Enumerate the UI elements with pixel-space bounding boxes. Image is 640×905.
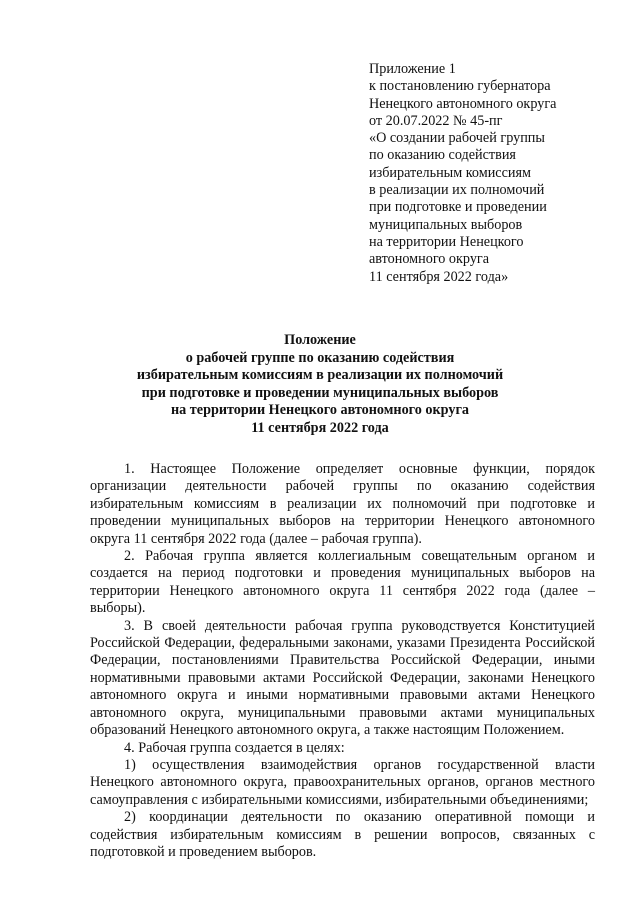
paragraph-4-item-2: 2) координации деятельности по оказанию оперативной помощи и содействия избирательным комиссиям в решении вопросов, связанных с подготовкой и проведением выборов. [90, 809, 595, 860]
paragraph-4: 4. Рабочая группа создается в целях: [124, 739, 345, 756]
title-line: на территории Ненецкого автономного округа [170, 402, 470, 419]
paragraph-3: 3. В своей деятельности рабочая группа руководствуется Конституцией Российской Федерации, федеральными законами, указами Президента Российской Федерации, постановлениями Правительства Российской Федерации, иными нормативными правовыми актами Российской Федерации, законами Ненецкого автономного округа и иными нормативными правовыми актами Ненецкого автономного округа, муниципальными правовыми актами муниципальных образований Ненецкого автономного округа, а также настоящим Положением. [90, 617, 595, 739]
annex-line: Ненецкого автономного округа [369, 95, 557, 112]
annex-line: при подготовке и проведении [369, 199, 547, 216]
annex-line: от 20.07.2022 № 45-пг [369, 112, 503, 129]
paragraph-4-item-1: 1) осуществления взаимодействия органов государственной власти Ненецкого автономного округа, правоохранительных органов, органов местного самоуправления с избирательными комиссиями, избирательными объединениями; [90, 756, 595, 808]
annex-line: автономного округа [369, 251, 490, 268]
annex-line: на территории Ненецкого [369, 233, 524, 250]
document-title [60, 332, 580, 438]
title-line: 11 сентября 2022 года [251, 419, 389, 436]
title-line: при подготовке и проведении муниципальных выборов [141, 384, 499, 401]
annex-block [369, 61, 629, 286]
title-line: о рабочей группе по оказанию содействия [185, 349, 455, 366]
paragraph-1: 1. Настоящее Положение определяет основные функции, порядок организации деятельности рабочей группы по оказанию содействия избирательным комиссиям в реализации их полномочий при подготовке и проведении муниципальных выборов на территории Ненецкого автономного округа 11 сентября 2022 года (далее – рабочая группа). [90, 461, 595, 547]
paragraph-2: 2. Рабочая группа является коллегиальным совещательным органом и создается на период подготовки и проведения муниципальных выборов на территории Ненецкого автономного округа 11 сентября 2022 года (далее – выборы). [90, 548, 595, 617]
annex-line: 11 сентября 2022 года» [369, 268, 509, 285]
annex-line: муниципальных выборов [369, 216, 523, 233]
title-line: избирательным комиссиям в реализации их полномочий [136, 367, 504, 384]
annex-line: Приложение 1 [369, 61, 456, 77]
document-body [90, 461, 595, 861]
annex-line: избирательным комиссиям [369, 164, 531, 181]
annex-line: «О создании рабочей группы [369, 130, 545, 147]
annex-line: по оказанию содействия [369, 147, 516, 164]
annex-line: к постановлению губернатора [369, 78, 551, 95]
title-line: Положение [284, 332, 356, 348]
annex-line: в реализации их полномочий [369, 182, 545, 199]
